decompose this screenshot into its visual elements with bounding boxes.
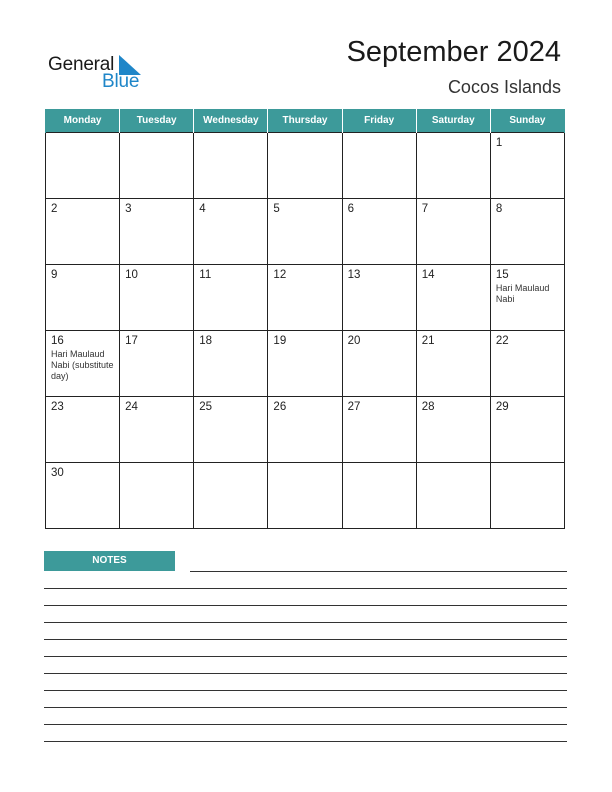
calendar-grid	[45, 109, 565, 529]
day-cell	[490, 463, 564, 529]
day-cell	[46, 331, 120, 397]
brand-word-general: General	[48, 54, 115, 75]
day-cell	[416, 133, 490, 199]
day-number: 2	[51, 203, 58, 215]
day-number: 24	[125, 401, 138, 413]
day-cell	[268, 199, 342, 265]
day-cell	[120, 133, 194, 199]
day-number: 13	[347, 269, 361, 281]
day-cell	[342, 133, 416, 199]
day-cell	[268, 265, 342, 331]
day-cell	[194, 265, 268, 331]
day-number: 17	[125, 335, 138, 347]
day-cell	[342, 265, 416, 331]
day-cell	[416, 331, 490, 397]
day-cell	[46, 397, 120, 463]
day-number: 20	[347, 335, 361, 347]
day-cell	[194, 331, 268, 397]
day-number: 25	[199, 401, 213, 413]
day-cell	[490, 133, 564, 199]
day-number: 22	[495, 335, 509, 347]
notes-line	[44, 656, 567, 657]
notes-line	[44, 588, 567, 589]
day-number: 3	[125, 203, 132, 215]
day-cell	[46, 199, 120, 265]
week-row	[46, 133, 565, 199]
day-number: 27	[347, 401, 361, 413]
day-cell	[416, 397, 490, 463]
day-number: 5	[273, 203, 280, 215]
day-cell	[46, 463, 120, 529]
page-title: September 2024	[346, 36, 561, 68]
day-cell	[268, 331, 342, 397]
day-number: 10	[125, 269, 138, 281]
weekday-header: Tuesday	[120, 109, 194, 133]
day-number: 19	[273, 335, 287, 347]
weekday-header: Sunday	[490, 109, 564, 133]
day-cell	[490, 265, 564, 331]
day-cell	[342, 397, 416, 463]
brand-logo	[48, 52, 158, 92]
day-cell	[416, 265, 490, 331]
day-number: 28	[421, 401, 435, 413]
day-number: 1	[495, 137, 503, 149]
notes-line	[44, 673, 567, 674]
day-number: 9	[51, 269, 58, 281]
day-number: 30	[51, 467, 64, 479]
day-cell	[46, 133, 120, 199]
day-cell	[120, 463, 194, 529]
day-cell	[120, 199, 194, 265]
day-number: 15	[495, 269, 509, 281]
notes-line	[44, 724, 567, 725]
week-row	[46, 397, 565, 463]
day-cell	[120, 397, 194, 463]
day-number: 6	[347, 203, 354, 215]
day-cell	[490, 397, 564, 463]
holiday-label: Hari Maulaud Nabi	[495, 283, 550, 304]
day-cell	[490, 331, 564, 397]
notes-line	[44, 639, 567, 640]
day-number: 8	[495, 203, 503, 215]
day-cell	[416, 463, 490, 529]
day-number: 23	[51, 401, 64, 413]
page-subtitle: Cocos Islands	[447, 77, 561, 97]
day-number: 16	[51, 335, 64, 347]
day-cell	[120, 265, 194, 331]
notes-line	[190, 571, 567, 572]
day-cell	[194, 199, 268, 265]
day-number: 11	[199, 269, 212, 281]
weekday-header: Thursday	[268, 109, 342, 133]
week-row	[46, 199, 565, 265]
weekday-header: Friday	[342, 109, 416, 133]
brand-word-blue: Blue	[102, 71, 140, 92]
day-cell	[342, 463, 416, 529]
weekday-header: Monday	[46, 109, 120, 133]
holiday-label: Hari Maulaud Nabi (substitute day)	[51, 349, 114, 381]
day-number: 12	[273, 269, 287, 281]
week-row	[46, 463, 565, 529]
day-number: 29	[495, 401, 509, 413]
day-number: 4	[199, 203, 206, 215]
day-cell	[268, 463, 342, 529]
day-cell	[194, 397, 268, 463]
day-cell	[342, 331, 416, 397]
day-cell	[194, 133, 268, 199]
notes-label: NOTES	[44, 551, 175, 571]
week-row	[46, 331, 565, 397]
notes-line	[44, 605, 567, 606]
day-number: 14	[421, 269, 435, 281]
day-cell	[490, 199, 564, 265]
day-number: 26	[273, 401, 287, 413]
day-number: 21	[421, 335, 435, 347]
day-cell	[194, 463, 268, 529]
notes-line	[44, 690, 567, 691]
day-cell	[268, 133, 342, 199]
day-cell	[342, 199, 416, 265]
notes-line	[44, 707, 567, 708]
weekday-header: Wednesday	[194, 109, 268, 133]
day-cell	[120, 331, 194, 397]
notes-line	[44, 741, 567, 742]
week-row	[46, 265, 565, 331]
notes-line	[44, 622, 567, 623]
day-number: 7	[421, 203, 429, 215]
day-cell	[416, 199, 490, 265]
day-cell	[46, 265, 120, 331]
day-cell	[268, 397, 342, 463]
weekday-header-row	[46, 109, 565, 133]
weekday-header: Saturday	[416, 109, 490, 133]
day-number: 18	[199, 335, 213, 347]
